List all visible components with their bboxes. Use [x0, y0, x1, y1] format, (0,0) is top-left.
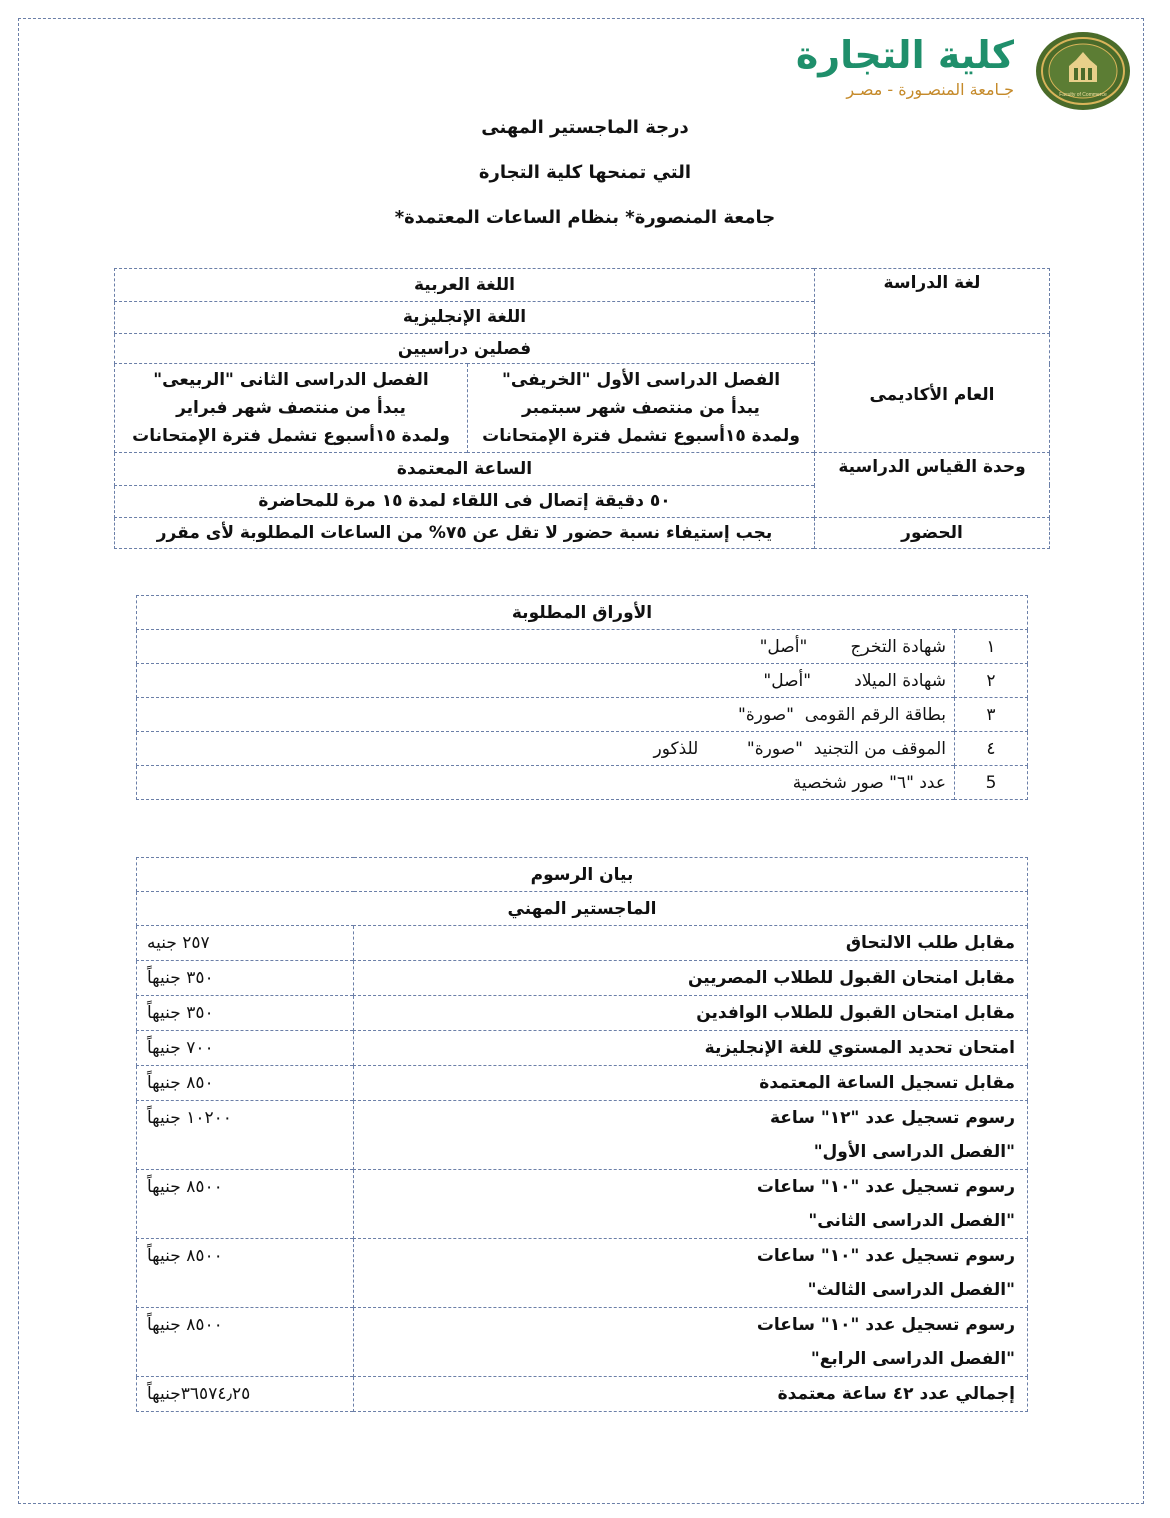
page-title-line-3: جامعة المنصورة* بنظام الساعات المعتمدة* — [394, 207, 776, 228]
fee-total-amount: ٣٦٥٧٤٫٢٥جنيهاً — [137, 1377, 354, 1412]
document-number: ٣ — [955, 698, 1028, 732]
academic-year-summary: فصلين دراسيين — [115, 334, 815, 364]
brand-subtitle: جـامعة المنصـورة - مصـر — [846, 80, 1014, 99]
fee-item-line-2: "الفصل الدراسى الثانى" — [808, 1211, 1015, 1231]
attendance-value: يجب إستيفاء نسبة حضور لا تقل عن ٧٥% من الساعات المطلوبة لأى مقرر — [115, 518, 815, 549]
document-text: عدد "٦" صور شخصية — [137, 766, 955, 800]
document-number: ١ — [955, 630, 1028, 664]
unit-label: وحدة القياس الدراسية — [815, 453, 1050, 518]
fee-row — [137, 1066, 1028, 1101]
fee-amount: ٣٥٠ جنيهاً — [137, 961, 354, 996]
document-text: شهادة الميلاد "أصل" — [137, 664, 955, 698]
page-title-line-2: التي تمنحها كلية التجارة — [478, 162, 692, 183]
fee-row — [137, 1101, 1028, 1170]
semester-first — [468, 364, 815, 453]
documents-title: الأوراق المطلوبة — [137, 596, 1028, 630]
fee-item: مقابل طلب الالتحاق — [354, 926, 1028, 961]
document-row — [137, 630, 1028, 664]
document-text: شهادة التخرج "أصل" — [137, 630, 955, 664]
fee-item-line-1: رسوم تسجيل عدد "١٠" ساعات — [756, 1246, 1015, 1266]
fees-table — [136, 857, 1028, 1412]
language-value-english: اللغة الإنجليزية — [115, 301, 815, 334]
fee-row — [137, 996, 1028, 1031]
fee-amount: ٢٥٧ جنيه — [137, 926, 354, 961]
faculty-seal-logo — [1034, 30, 1132, 112]
fee-item-line-1: رسوم تسجيل عدد "١٠" ساعات — [756, 1315, 1015, 1335]
brand-block — [734, 32, 1014, 100]
document-text: الموقف من التجنيد "صورة" للذكور — [137, 732, 955, 766]
fee-amount: ٨٥٠ جنيهاً — [137, 1066, 354, 1101]
fee-item: مقابل امتحان القبول للطلاب المصريين — [354, 961, 1028, 996]
fee-item-line-1: رسوم تسجيل عدد "١٠" ساعات — [756, 1177, 1015, 1197]
fee-amount: ٨٥٠٠ جنيهاً — [137, 1308, 354, 1377]
fee-item — [354, 1308, 1028, 1377]
semester-second-start: يبدأ من منتصف شهر فبراير — [176, 398, 406, 418]
document-number: ٤ — [955, 732, 1028, 766]
document-number: 5 — [955, 766, 1028, 800]
fees-title: بيان الرسوم — [137, 858, 1028, 892]
fee-amount: ٨٥٠٠ جنيهاً — [137, 1239, 354, 1308]
fee-item-line-2: "الفصل الدراسى الرابع" — [810, 1349, 1015, 1369]
document-row — [137, 664, 1028, 698]
fee-row — [137, 961, 1028, 996]
fee-row — [137, 1170, 1028, 1239]
fee-row — [137, 1031, 1028, 1066]
fee-item-line-2: "الفصل الدراسى الأول" — [813, 1142, 1015, 1162]
fees-subtitle: الماجستير المهني — [137, 892, 1028, 926]
language-value-arabic: اللغة العربية — [115, 269, 815, 302]
seal-text: Faculty of Commerce — [1059, 92, 1107, 98]
brand-title: كلية التجارة — [795, 33, 1014, 77]
fee-total-label: إجمالي عدد ٤٢ ساعة معتمدة — [354, 1377, 1028, 1412]
attendance-label: الحضور — [815, 518, 1050, 549]
language-label: لغة الدراسة — [815, 269, 1050, 334]
fee-total-row — [137, 1377, 1028, 1412]
unit-value-definition: ٥٠ دقيقة إتصال فى اللقاء لمدة ١٥ مرة للمحاضرة — [115, 485, 815, 518]
page-header — [732, 28, 1132, 118]
semester-second-title: الفصل الدراسى الثانى "الربيعى" — [153, 370, 429, 390]
required-documents-table — [136, 595, 1028, 800]
document-text: بطاقة الرقم القومى "صورة" — [137, 698, 955, 732]
fee-item-line-1: رسوم تسجيل عدد "١٢" ساعة — [769, 1108, 1015, 1128]
semester-first-duration: ولمدة ١٥أسبوع تشمل فترة الإمتحانات — [482, 426, 800, 446]
fee-item — [354, 1170, 1028, 1239]
fee-item — [354, 1239, 1028, 1308]
fee-row — [137, 1239, 1028, 1308]
fee-row — [137, 926, 1028, 961]
fee-amount: ٧٠٠ جنيهاً — [137, 1031, 354, 1066]
semester-first-title: الفصل الدراسى الأول "الخريفى" — [501, 370, 781, 390]
semester-first-start: يبدأ من منتصف شهر سبتمبر — [522, 398, 760, 418]
fee-item — [354, 1101, 1028, 1170]
fee-item-line-2: "الفصل الدراسى الثالث" — [807, 1280, 1015, 1300]
academic-year-label: العام الأكاديمى — [815, 334, 1050, 453]
fee-amount: ٨٥٠٠ جنيهاً — [137, 1170, 354, 1239]
document-row — [137, 766, 1028, 800]
fee-row — [137, 1308, 1028, 1377]
fee-item: امتحان تحديد المستوي للغة الإنجليزية — [354, 1031, 1028, 1066]
fee-item: مقابل امتحان القبول للطلاب الوافدين — [354, 996, 1028, 1031]
fee-amount: ٣٥٠ جنيهاً — [137, 996, 354, 1031]
fee-item: مقابل تسجيل الساعة المعتمدة — [354, 1066, 1028, 1101]
unit-value-credit-hour: الساعة المعتمدة — [115, 453, 815, 486]
semester-second-duration: ولمدة ١٥أسبوع تشمل فترة الإمتحانات — [132, 426, 450, 446]
semester-second — [115, 364, 468, 453]
fee-amount: ١٠٢٠٠ جنيهاً — [137, 1101, 354, 1170]
document-row — [137, 732, 1028, 766]
document-number: ٢ — [955, 664, 1028, 698]
page-title-line-1: درجة الماجستير المهنى — [481, 117, 689, 138]
document-row — [137, 698, 1028, 732]
program-info-table — [114, 268, 1050, 549]
